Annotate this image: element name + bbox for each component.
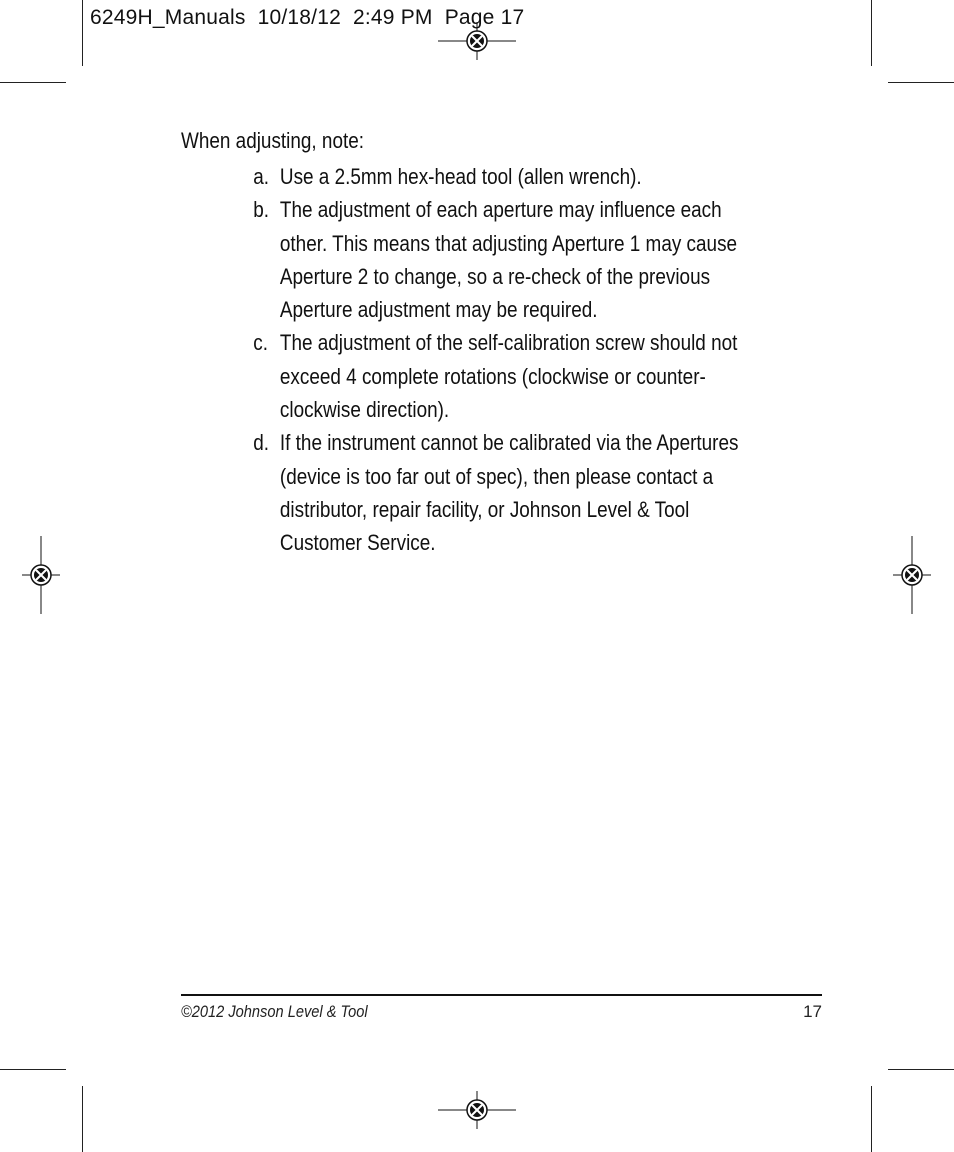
registration-mark-top-icon [438, 22, 516, 60]
crop-mark-bottom-right-horizontal [888, 1069, 954, 1070]
list-marker: b. [253, 197, 270, 223]
list-item-text: Use a 2.5mm hex-head tool (allen wrench). [279, 164, 642, 189]
footer-page-number: 17 [803, 1002, 822, 1021]
list-item-text: If the instrument cannot be calibrated via the Apertures (device is too far out of spec), then please contact a distributor, repair facility, or Johnson Level & Tool Customer Service. [279, 430, 739, 556]
list-marker: c. [253, 330, 268, 356]
crop-mark-bottom-left-horizontal [0, 1069, 66, 1070]
crop-mark-top-left-vertical [82, 0, 83, 66]
list-item [253, 193, 740, 326]
list-marker: a. [253, 164, 270, 189]
list-item-text: The adjustment of each aperture may influence each other. This means that adjusting Aperture 1 may cause Aperture 2 to change, so a re-check of the previous Aperture adjustment may be required. [279, 197, 738, 323]
registration-mark-bottom-icon [438, 1091, 516, 1129]
list-item [253, 326, 740, 426]
registration-mark-right-icon [893, 536, 931, 614]
crop-mark-bottom-right-vertical [871, 1086, 872, 1152]
footer-rule [181, 994, 822, 996]
registration-mark-left-icon [22, 536, 60, 614]
manual-body [181, 124, 740, 560]
crop-mark-top-right-vertical [871, 0, 872, 66]
list-marker: d. [253, 430, 270, 456]
list-item [253, 160, 740, 193]
intro-text: When adjusting, note: [181, 128, 365, 153]
crop-mark-top-left-horizontal [0, 82, 66, 83]
footer-copyright: ©2012 Johnson Level & Tool [181, 1002, 368, 1021]
print-slug: 6249H_Manuals 10/18/12 2:49 PM Page 17 [90, 6, 525, 29]
crop-mark-bottom-left-vertical [82, 1086, 83, 1152]
list-item [253, 426, 740, 559]
crop-mark-top-right-horizontal [888, 82, 954, 83]
list-item-text: The adjustment of the self-calibration screw should not exceed 4 complete rotations (clockwise or counter-clockwise direction). [279, 330, 738, 423]
